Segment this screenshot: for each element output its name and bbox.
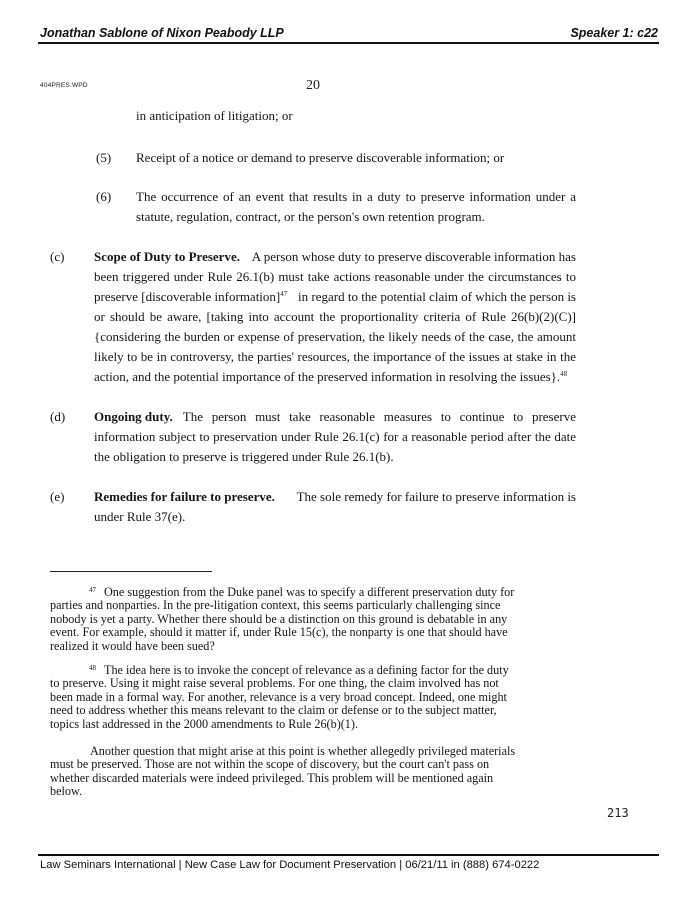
footnote-line [50, 662, 570, 677]
item-6-text [136, 187, 576, 207]
item-label-6: (6) [96, 189, 112, 204]
section-d-line: information subject to preservation under Rule 26.1(c) for a reasonable period after the date [94, 429, 576, 444]
header-speaker-name: Jonathan Sablone of Nixon Peabody LLP [40, 26, 284, 40]
section-label-e: (e) [50, 489, 65, 504]
footnote-text: The idea here is to invoke the concept of relevance as a defining factor for the duty [104, 663, 509, 677]
section-c-line: been triggered under Rule 26.1(b) must take actions reasonable under the circumstances to [94, 269, 576, 284]
footnote-line: nobody is yet a party. Whether there should be a distinction on this ground is debatable in any [50, 611, 508, 626]
paragraph-line: Another question that might arise at this point is whether allegedly privileged materials [90, 744, 516, 758]
item-6-line: statute, regulation, contract, or the person's own retention program. [136, 209, 485, 224]
footer-seminar-info: Law Seminars International | New Case Law for Document Preservation | 06/21/11 in (888) 674-0222 [40, 859, 540, 871]
section-d-first-line [94, 407, 576, 427]
footnote-line: need to address whether this means relevant to the claim or defense or to the subject matter, [50, 703, 497, 718]
section-d-text: The person must take reasonable measures to continue to preserve [182, 409, 576, 424]
item-6-line: The occurrence of an event that results in a duty to preserve information under a [136, 189, 576, 204]
section-label-d: (d) [50, 409, 66, 424]
paragraph-line: whether discarded materials were indeed privileged. This problem will be mentioned again [50, 770, 494, 785]
footer-divider [38, 854, 659, 856]
section-c-line: A person whose duty to preserve discoverable information has [251, 249, 576, 264]
section-c-line [94, 367, 567, 387]
footnote-line: event. For example, should it matter if, under Rule 15(c), the nonparty is one that should have [50, 625, 508, 640]
continuation-line: in anticipation of litigation; or [136, 108, 293, 123]
file-identifier: 404PRES.WPD [40, 82, 88, 89]
section-e-heading: Remedies for failure to preserve. [94, 489, 275, 504]
footnote-line [50, 584, 570, 599]
section-e-first-line [94, 487, 576, 507]
paragraph-line: below. [50, 784, 83, 799]
section-c-text: action, and the potential importance of the preserved information in resolving the issues}. [94, 369, 561, 384]
section-c-line: {considering the burden or expense of preservation, the likely needs of the case, the amount [94, 329, 576, 344]
footnote-line: to preserve. Using it might raise several problems. For one thing, the claim involved has not [50, 676, 499, 691]
footnote-line: been made in a formal way. For another, relevance is a very broad concept. Indeed, one might [50, 689, 507, 704]
header-divider [38, 42, 659, 44]
section-c-heading: Scope of Duty to Preserve. [94, 249, 240, 264]
footnote-divider [50, 571, 212, 572]
footnote-ref-48[interactable]: 48 [560, 370, 568, 378]
footnote-47 [50, 584, 570, 653]
section-c-line-part [94, 287, 287, 307]
section-d-heading: Ongoing duty. [94, 409, 173, 424]
page-number-bottom: 213 [607, 806, 629, 820]
section-c-text: preserve [discoverable information] [94, 289, 281, 304]
section-e-text: The sole remedy for failure to preserve information is [296, 489, 576, 504]
item-label-5: (5) [96, 150, 112, 165]
footnote-line: topics last addressed in the 2000 amendments to Rule 26(b)(1). [50, 716, 359, 731]
footnote-number: 47 [89, 586, 96, 594]
footnote-line: realized it would have been sued? [50, 638, 215, 653]
footnote-ref-47[interactable]: 47 [280, 290, 288, 298]
section-c-text: in regard to the potential claim of which the person is [298, 289, 576, 304]
footnote-text: One suggestion from the Duke panel was to specify a different preservation duty for [104, 585, 515, 599]
section-c-line: likely to be in controversy, the parties' resources, the importance of the issues at stake in the [94, 349, 576, 364]
section-c-first-line [94, 247, 576, 267]
section-c-line: or should be aware, [taking into account the proportionality criteria of Rule 26(b)(2)(C)] [94, 309, 576, 324]
section-d-line: the obligation to preserve is triggered under Rule 26.1(b). [94, 449, 394, 464]
paragraph-line: must be preserved. Those are not within the scope of discovery, but the court can't pass on [50, 757, 490, 772]
footnote-line: parties and nonparties. In the pre-litigation context, this seems particularly challenging since [50, 598, 501, 613]
footnote-48 [50, 662, 570, 731]
section-e-line: under Rule 37(e). [94, 509, 186, 524]
footnote-number: 48 [89, 664, 96, 672]
section-c-line [94, 287, 576, 307]
header-speaker-id: Speaker 1: c22 [570, 26, 658, 40]
page-number-top: 20 [306, 78, 320, 93]
closing-paragraph [50, 745, 570, 799]
section-label-c: (c) [50, 249, 65, 264]
item-5-text: Receipt of a notice or demand to preserve discoverable information; or [136, 150, 505, 165]
